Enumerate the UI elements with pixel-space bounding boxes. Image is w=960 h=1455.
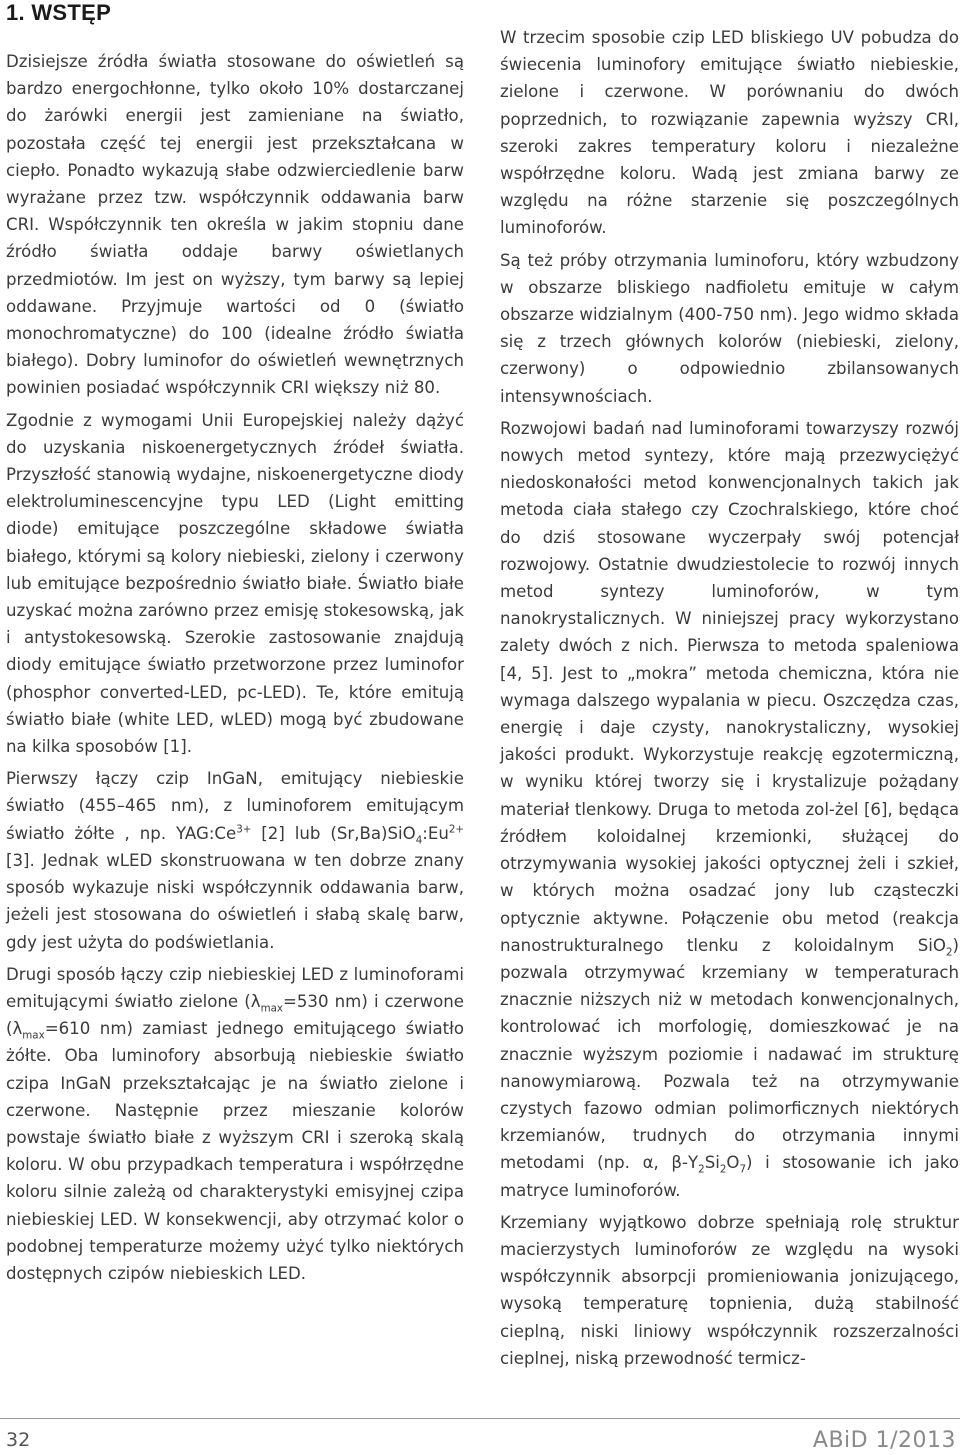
paragraph: Są też próby otrzymania luminoforu, który wzbudzony w obszarze bliskiego nadfioletu emituje w całym obszarze widzialnym (400-750 nm). Jego widmo składa się z trzech głównych kolorów (niebieski, zielony, czerwony) o odpowiednio zbilansowanych intensywnościach. (500, 250, 959, 406)
paragraph: Dzisiejsze źródła światła stosowane do oświetleń są bardzo energochłonne, tylko około 10% dostarczanej do żarówki energii jest zamieniane na światło, pozostała część tej energii jest przekształcana w ciepło. Ponadto wykazują słabe odzwierciedlenie barw wyrażane przez tzw. współczynnik oddawania barw CRI. Współczynnik ten określa w jakim stopniu dane źródło światła oddaje barwy oświetlanych przedmiotów. Im jest on wyższy, tym barwy są lepiej oddawane. Przyjmuje wartości od 0 (światło monochromatyczne) do 100 (idealne źródło światła białego). Dobry luminofor do oświetleń wewnętrznych powinien posiadać współczynnik CRI większy niż 80. (6, 52, 464, 398)
subscript: 2 (698, 1163, 705, 1176)
paragraph (500, 415, 959, 1204)
paragraph (6, 961, 464, 1287)
text-run: :Eu (422, 823, 449, 843)
text-run: Si (704, 1153, 720, 1173)
journal-issue: ABiD 1/2013 (812, 1428, 956, 1453)
text-run: [2] lub (Sr,Ba)SiO (251, 823, 416, 843)
text-run: Pierwszy łączy czip InGaN, emitujący niebieskie światło (455–465 nm), z luminoforem emitującym światło żółte , np. YAG:Ce (6, 769, 464, 843)
text-run: Rozwojowi badań nad luminoforami towarzyszy rozwój nowych metod syntezy, które mają przezwyciężyć niedoskonałości metod konwencjonalnych takich jak metoda ciała stałego czy Czochralskiego, które choć do dziś stosowane wyczerpały swój potencjał rozwojowy. Ostatnie dwudziestolecie to rozwój innych metod syntezy luminoforów, w tym nanokrystalicznych. W niniejszej pracy wykorzystano zalety dwóch z nich. Pierwsza to metoda spaleniowa [4, 5]. Jest to „mokra” metoda chemiczna, która nie wymaga dalszego wypalania w piecu. Oszczędza czas, energię i daje czysty, nanokrystaliczny, wysokiej jakości produkt. Wykorzystuje reakcję egzotermiczną, w wyniku której tworzy się i krystalizuje pożądany materiał tlenkowy. Druga to metoda zol-żel [6], będąca źródłem koloidalnej krzemionki, służącej do otrzymywania wysokiej jakości optycznej żeli i szkieł, w których można osadzać jony lub cząsteczki optycznie aktywne. Połączenie obu metod (reakcja nanostrukturalnego tlenku z koloidalnym SiO (500, 418, 959, 955)
superscript: 2+ (448, 823, 464, 836)
subscript: max (22, 1029, 45, 1042)
text-run: Drugi sposób łączy czip niebieskiej LED z luminoforami emitującymi światło zielone (λ (6, 964, 464, 1011)
subscript: 2 (945, 946, 953, 959)
right-column (500, 24, 959, 1377)
subscript: 4 (415, 834, 423, 846)
paragraph: Krzemiany wyjątkowo dobrze spełniają rolę struktur macierzystych luminoforów ze względu na wysoki współczynnik absorpcji promieniowania jonizującego, wysoką temperaturę topnienia, dużą stabilność cieplną, niski liniowy współczynnik rozszerzalności cieplnej, niską przewodność termicz- (500, 1212, 959, 1368)
text-run: ) pozwala otrzymywać krzemiany w temperaturach znacznie niższych niż w metodach konwencjonalnych, kontrolować ich morfologię, domieszkować je na znacznie wyższym poziomie i nadawać im strukturę nanowymiarową. Pozwala też na otrzymywanie czystych fazowo odmian polimorficznych niektórych krzemianów, trudnych do otrzymania innymi metodami (np. α, β-Y (500, 935, 959, 1173)
left-column (6, 48, 464, 1292)
paragraph: W trzecim sposobie czip LED bliskiego UV pobudza do świecenia luminofory emitujące światło niebieskie, zielone i czerwone. W porównaniu do dwóch poprzednich, to rozwiązanie zapewnia wyższy CRI, szeroki zakres temperatury koloru i niezależne współrzędne koloru. Wadą jest zmiana barwy ze względu na różne starzenie się poszczególnych luminoforów. (500, 28, 959, 238)
superscript: 3+ (236, 823, 252, 836)
text-run: [3]. Jednak wLED skonstruowana w ten dobrze znany sposób wykazuje niski współczynnik oddawania barw, jeżeli jest stosowana do oświetleń i słabą skalę barw, gdy jest użyta do podświetlania. (6, 850, 464, 952)
subscript: 2 (719, 1163, 727, 1176)
page-number: 32 (6, 1429, 31, 1451)
subscript: max (260, 1002, 283, 1015)
text-run: =530 nm) i czerwone (λ (6, 991, 464, 1039)
paragraph: Zgodnie z wymogami Unii Europejskiej należy dążyć do uzyskania niskoenergetycznych źródeł światła. Przyszłość stanowią wydajne, niskoenergetyczne diody elektroluminescencyjne typu LED (Light emitting diode) emitujące poszczególne składowe światła białego, którymi są kolory niebieski, zielony i czerwony lub emitujące bezpośrednio światło białe. Światło białe uzyskać można zarówno przez emisję stokesowską, jak i antystokesowską. Szerokie zastosowanie znajdują diody emitujące światło przetworzone przez luminofor (phosphor converted-LED, pc-LED). Te, które emitują światło białe (white LED, wLED) mogą być zbudowane na kilka sposobów [1]. (6, 410, 464, 757)
section-title: 1. WSTĘP (6, 0, 112, 25)
subscript: 7 (739, 1163, 746, 1176)
text-run: ) i stosowanie ich jako matryce luminoforów. (500, 1153, 959, 1200)
paragraph (6, 765, 464, 955)
footer-divider (0, 1418, 960, 1419)
text-run: O (726, 1153, 740, 1173)
text-run: =610 nm) zamiast jednego emitującego światło żółte. Oba luminofory absorbują niebieskie światło czipa InGaN przekształcając je na światło zielone i czerwone. Następnie przez mieszanie kolorów powstaje światło białe z wyższym CRI i szeroką skalą koloru. W obu przypadkach temperatura i współrzędne koloru silnie zależą od charakterystyki emisyjnej czipa niebieskiej LED. W konsekwencji, aby otrzymać kolor o podobnej temperaturze możemy użyć tylko niektórych dostępnych czipów niebieskich LED. (6, 1019, 464, 1283)
